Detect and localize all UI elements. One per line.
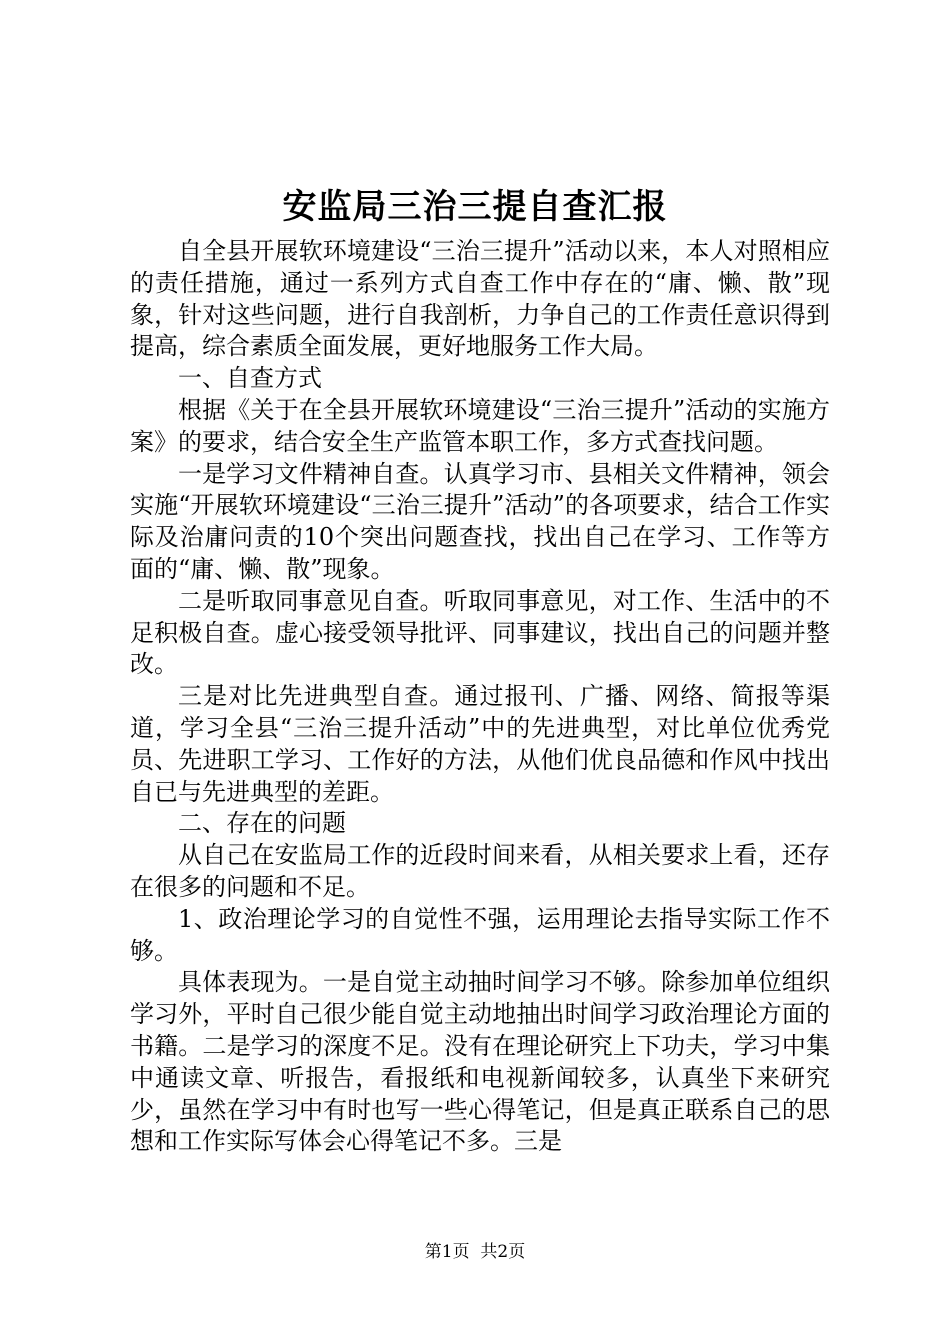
paragraph-problem-1-details: 具体表现为。一是自觉主动抽时间学习不够。除参加单位组织学习外，平时自己很少能自觉主动地抽出时间学习政治理论方面的书籍。二是学习的深度不足。没有在理论研究上下功夫，学习中集中通读文章、听报告，看报纸和电视新闻较多，认真坐下来研究少，虽然在学习中有时也写一些心得笔记，但是真正联系自己的思想和工作实际写体会心得笔记不多。三是	[130, 968, 830, 1156]
document-title: 安监局三治三提自查汇报	[282, 187, 668, 227]
section-heading-self-check-methods: 一、自查方式	[178, 364, 322, 393]
section-heading-existing-problems: 二、存在的问题	[178, 809, 346, 838]
paragraph-method-2: 二是听取同事意见自查。听取同事意见，对工作、生活中的不足积极自查。虚心接受领导批评、同事建议，找出自己的问题并整改。	[130, 586, 830, 679]
paragraph-method-3: 三是对比先进典型自查。通过报刊、广播、网络、简报等渠道，学习全县“三治三提升活动”中的先进典型，对比单位优秀党员、先进职工学习、工作好的方法，从他们优良品德和作风中找出自已与先进典型的差距。	[130, 682, 830, 806]
paragraph-problem-1: 1、政治理论学习的自觉性不强，运用理论去指导实际工作不够。	[130, 904, 830, 965]
paragraph-intro: 自全县开展软环境建设“三治三提升”活动以来，本人对照相应的责任措施，通过一系列方式自查工作中存在的“庸、懒、散”现象，针对这些问题，进行自我剖析，力争自己的工作责任意识得到提高，综合素质全面发展，更好地服务工作大局。	[130, 237, 830, 361]
page-footer: 第1页 共2页	[424, 1242, 526, 1262]
document-body	[130, 236, 830, 1158]
paragraph-method-1: 一是学习文件精神自查。认真学习市、县相关文件精神，领会实施“开展软环境建设“三治三提升”活动”的各项要求，结合工作实际及治庸问责的10个突出问题查找，找出自己在学习、工作等方面的“庸、懒、散”现象。	[130, 459, 830, 583]
paragraph-problems-intro: 从自己在安监局工作的近段时间来看，从相关要求上看，还存在很多的问题和不足。	[130, 841, 830, 901]
paragraph-basis: 根据《关于在全县开展软环境建设“三治三提升”活动的实施方案》的要求，结合安全生产监管本职工作，多方式查找问题。	[130, 395, 830, 456]
